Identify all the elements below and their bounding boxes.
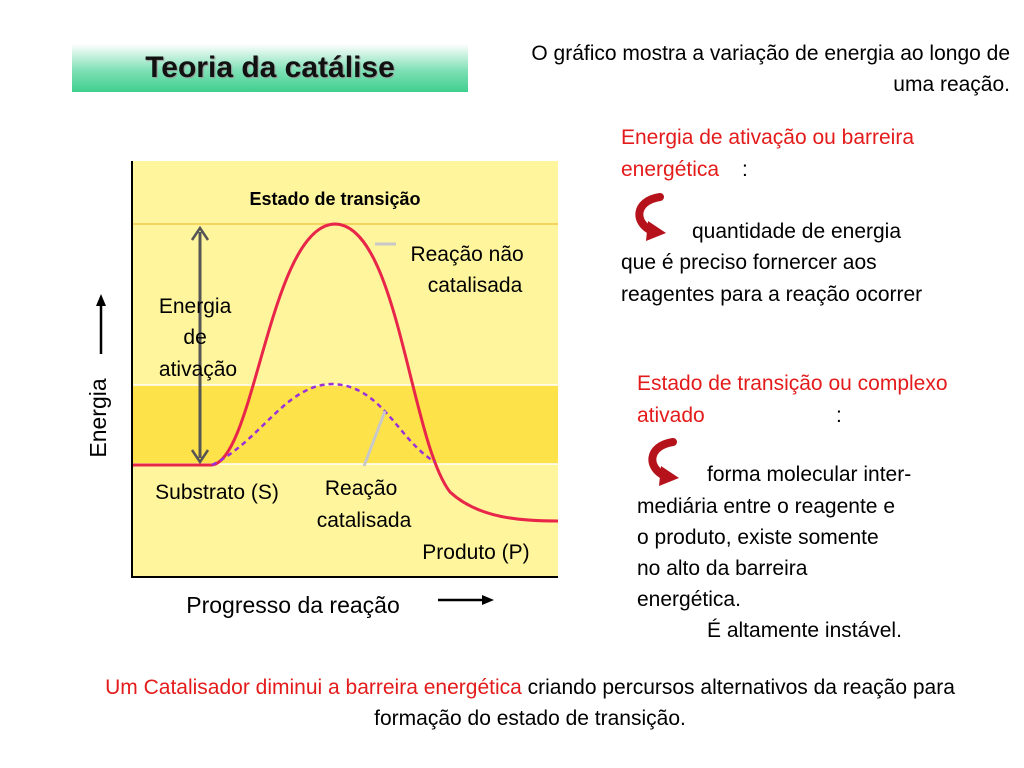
activation-label-line-1: Energia — [158, 295, 232, 318]
footer-highlight: Um Catalisador diminui a barreira energética — [105, 676, 522, 699]
substrate-label: Substrato (S) — [155, 481, 279, 504]
catalyzed-label-line-1: Reação — [324, 477, 398, 500]
transition-def-line-4: no alto da barreira — [637, 557, 808, 580]
curved-arrow-icon — [645, 438, 687, 490]
uncatalyzed-label-line-2: catalisada — [427, 274, 523, 297]
transition-def-line-2: mediária entre o reagente e — [637, 495, 895, 518]
footer-text — [60, 672, 1000, 734]
product-label: Produto (P) — [422, 541, 530, 564]
activation-def-line-2: que é preciso fornercer aos — [621, 251, 877, 274]
transition-def-line-5: energética. — [637, 588, 741, 611]
progress-axis-arrow — [438, 595, 494, 605]
activation-label-line-2: de — [183, 326, 207, 349]
transition-state-term: Estado de transição ou complexo ativado — [637, 372, 948, 427]
activation-term-colon: : — [742, 158, 748, 181]
transition-def-line-6: É altamente instável. — [707, 619, 902, 642]
transition-def-line-1: forma molecular inter- — [707, 463, 912, 486]
footer-rest: criando percursos alternativos da reação para formação do estado de transição. — [374, 676, 955, 730]
activation-def-line-3: reagentes para a reação ocorrer — [621, 283, 923, 306]
transition-term-colon: : — [836, 404, 842, 427]
uncatalyzed-label-line-1: Reação não — [410, 243, 524, 266]
energy-axis-label: Energia — [85, 378, 111, 458]
progress-axis-label: Progresso da reação — [186, 592, 400, 618]
catalyzed-label-line-2: catalisada — [316, 509, 412, 532]
curved-arrow-icon — [632, 193, 674, 245]
energy-axis-arrow — [96, 294, 106, 354]
transition-state-label: Estado de transição — [249, 189, 421, 209]
activation-label-line-3: ativação — [158, 358, 238, 381]
slide-title: Teoria da catálise — [145, 51, 395, 84]
activation-def-line-1: quantidade de energia — [692, 220, 902, 243]
activation-energy-term: Energia de ativação ou barreira energética — [621, 126, 915, 181]
catalyzed-energy-band — [132, 385, 558, 464]
transition-def-line-3: o produto, existe somente — [637, 526, 879, 549]
intro-text: O gráfico mostra a variação de energia ao longo de uma reação. — [531, 42, 1010, 96]
